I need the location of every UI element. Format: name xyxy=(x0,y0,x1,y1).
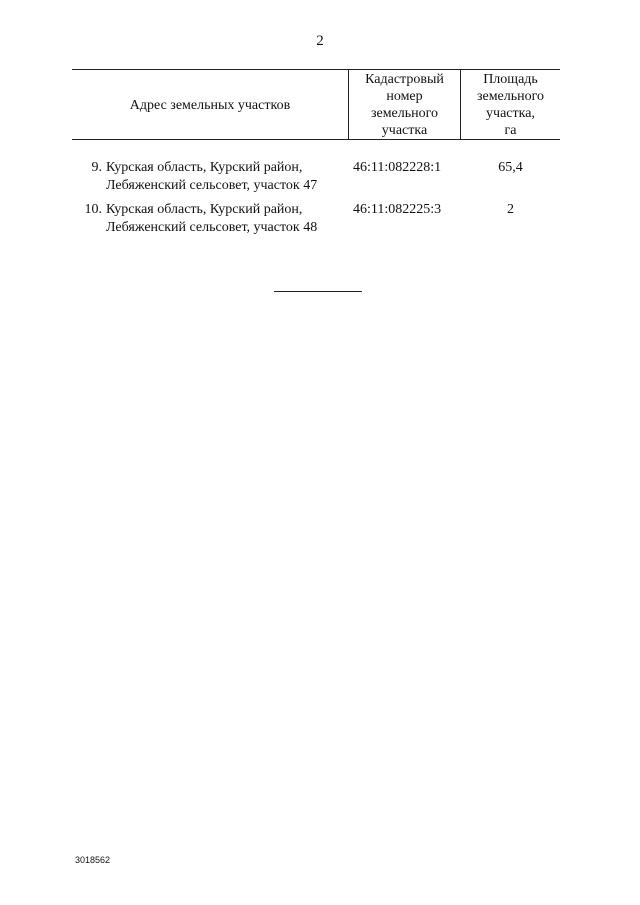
row-number: 9. xyxy=(91,160,102,175)
row-address-line: Курская область, Курский район, xyxy=(106,202,303,217)
header-cadastral-line: земельного xyxy=(370,106,439,121)
header-area-line: Площадь xyxy=(483,72,538,87)
document-code: 3018562 xyxy=(75,855,111,865)
row-address xyxy=(106,201,376,237)
end-of-list-rule xyxy=(274,291,362,292)
table-header-rule xyxy=(72,139,560,140)
header-area-line: га xyxy=(504,123,517,138)
header-cadastral-line: участка xyxy=(381,123,428,138)
row-number: 10. xyxy=(84,202,102,217)
header-area xyxy=(461,71,560,139)
row-area: 2 xyxy=(507,202,514,217)
row-cadastral-number: 46:11:082225:3 xyxy=(353,202,442,217)
row-cadastral-number: 46:11:082228:1 xyxy=(353,160,442,175)
header-area-line: участка, xyxy=(486,106,535,121)
row-area: 65,4 xyxy=(498,160,523,175)
page-number: 2 xyxy=(316,33,324,49)
header-area-line: земельного xyxy=(476,89,545,104)
row-address-line: Курская область, Курский район, xyxy=(106,160,303,175)
header-address: Адрес земельных участков xyxy=(129,98,291,113)
row-address-line: Лебяженский сельсовет, участок 48 xyxy=(106,220,318,235)
table-top-rule xyxy=(72,69,560,70)
header-cadastral-line: Кадастровый xyxy=(365,72,444,87)
row-address xyxy=(106,159,376,195)
row-address-line: Лебяженский сельсовет, участок 47 xyxy=(106,178,318,193)
header-cadastral-line: номер xyxy=(386,89,423,104)
header-cadastral-number xyxy=(349,71,460,139)
